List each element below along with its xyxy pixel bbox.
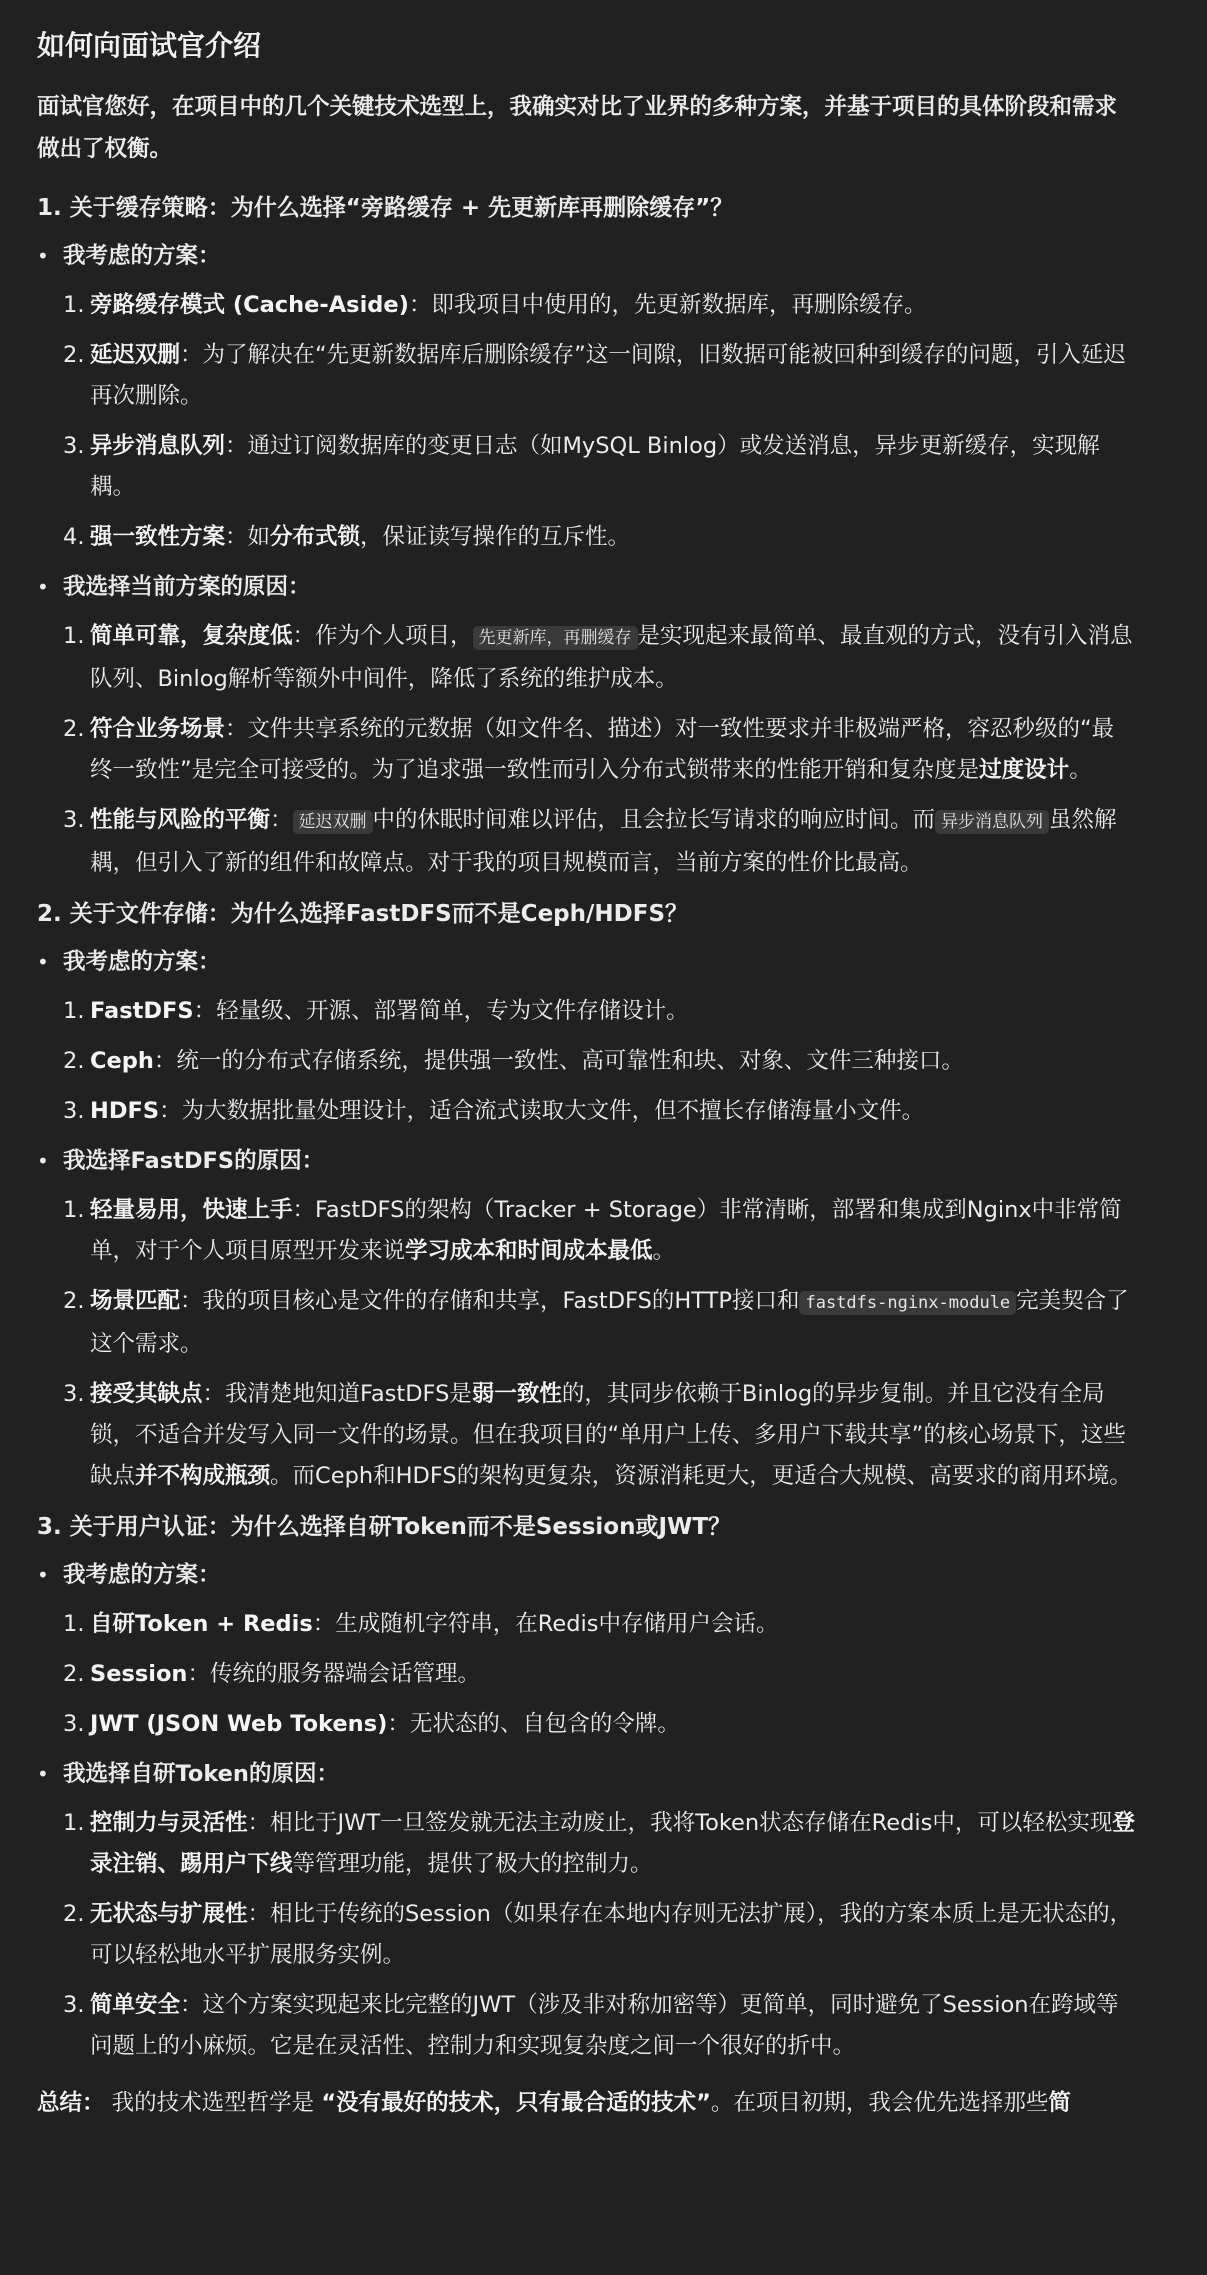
bullet-dot-icon: • xyxy=(37,244,49,268)
reasons-list xyxy=(63,1190,1135,1497)
item-term: 强一致性方案 xyxy=(90,524,226,550)
item-number: 2. xyxy=(63,1661,85,1687)
item-text: ：即我项目中使用的，先更新数据库，再删除缓存。 xyxy=(408,292,927,318)
page-title: 如何向面试官介绍 xyxy=(37,29,262,62)
bullet-dot-icon: • xyxy=(37,575,49,599)
item-text: ：为大数据批量处理设计，适合流式读取大文件，但不擅长存储海量小文件。 xyxy=(159,1098,925,1124)
item-term: 简单安全 xyxy=(90,1992,181,2018)
list-item xyxy=(63,1604,1135,1645)
item-term: 场景匹配 xyxy=(90,1288,181,1314)
bullet-list xyxy=(37,236,1135,884)
item-text: 等管理功能，提供了极大的控制力。 xyxy=(292,1851,653,1877)
item-term: Session xyxy=(90,1661,188,1687)
section-file-storage xyxy=(37,894,1135,1497)
bullet-dot-icon: • xyxy=(37,1762,49,1786)
item-text: ：统一的分布式存储系统，提供强一致性、高可靠性和块、对象、文件三种接口。 xyxy=(153,1048,964,1074)
item-text: 的，其同步依赖于Binlog的异步复制。并且它没有全局锁，不适合并发写入同一文件的场景。但在我项目的“单用户上传、多用户下载共享”的核心场景下，这些缺点 xyxy=(90,1381,1126,1489)
item-term: 异步消息队列 xyxy=(90,433,226,459)
reasons-block xyxy=(37,1754,1135,2067)
list-item xyxy=(63,517,1135,558)
item-term: 延迟双删 xyxy=(90,342,181,368)
item-text: ：如 xyxy=(225,524,271,550)
summary-text: 。在项目初期，我会优先选择那些 xyxy=(710,2090,1049,2116)
inline-code: 异步消息队列 xyxy=(935,810,1049,834)
item-text: ：轻量级、开源、部署简单，专为文件存储设计。 xyxy=(193,998,689,1024)
item-number: 3. xyxy=(63,807,85,833)
item-text: ：文件共享系统的元数据（如文件名、描述）对一致性要求并非极端严格，容忍秒级的“最终一致性”是完全可接受的。为了追求强一致性而引入分布式锁带来的性能开销和复杂度是 xyxy=(90,716,1115,783)
section-cache xyxy=(37,188,1135,884)
reasons-list xyxy=(63,616,1135,884)
item-text: ：相比于传统的Session（如果存在本地内存则无法扩展），我的方案本质上是无状态的，可以轻松地水平扩展服务实例。 xyxy=(90,1901,1133,1968)
item-term: 无状态与扩展性 xyxy=(90,1901,248,1927)
options-label: 我考虑的方案： xyxy=(63,1562,221,1588)
item-number: 3. xyxy=(63,433,85,459)
section-heading: 1. 关于缓存策略：为什么选择“旁路缓存 + 先更新库再删除缓存”？ xyxy=(37,195,734,221)
item-text: ：FastDFS的架构（Tracker + Storage）非常清晰，部署和集成到Nginx中非常简单，对于个人项目原型开发来说 xyxy=(90,1197,1122,1264)
list-item xyxy=(63,1654,1135,1695)
item-text: ：传统的服务器端会话管理。 xyxy=(187,1661,480,1687)
summary-emphasis: “没有最好的技术，只有最合适的技术” xyxy=(321,2090,711,2116)
item-emphasis: 弱一致性 xyxy=(471,1381,562,1407)
item-term: 旁路缓存模式 (Cache-Aside) xyxy=(90,292,409,318)
reasons-label: 我选择当前方案的原因： xyxy=(63,574,311,600)
item-term: 接受其缺点 xyxy=(90,1381,203,1407)
item-number: 2. xyxy=(63,342,85,368)
item-term: FastDFS xyxy=(90,998,194,1024)
item-number: 2. xyxy=(63,1048,85,1074)
item-term: 性能与风险的平衡 xyxy=(90,807,271,833)
summary-label: 总结： xyxy=(37,2090,105,2116)
item-term: 控制力与灵活性 xyxy=(90,1810,248,1836)
item-number: 3. xyxy=(63,1711,85,1737)
bullet-list xyxy=(37,942,1135,1497)
item-emphasis: 学习成本和时间成本最低 xyxy=(405,1238,653,1264)
item-text: ： xyxy=(270,807,293,833)
section-heading: 2. 关于文件存储：为什么选择FastDFS而不是Ceph/HDFS？ xyxy=(37,901,689,927)
item-number: 1. xyxy=(63,292,85,318)
item-emphasis: 并不构成瓶颈 xyxy=(135,1463,271,1489)
list-item xyxy=(63,335,1135,417)
item-text: 是实现起来最简单、最直观的方式，没有引入消息队列、Binlog解析等额外中间件，降低了系统的维护成本。 xyxy=(90,623,1133,692)
item-number: 1. xyxy=(63,623,85,649)
inline-code: 先更新库，再删缓存 xyxy=(473,626,638,650)
options-block xyxy=(37,1555,1135,1745)
bullet-dot-icon: • xyxy=(37,950,49,974)
list-item xyxy=(63,1985,1135,2067)
item-term: 简单可靠，复杂度低 xyxy=(90,623,293,649)
reasons-block xyxy=(37,1141,1135,1497)
list-item xyxy=(63,1281,1135,1365)
inline-code: fastdfs-nginx-module xyxy=(799,1291,1016,1315)
options-label: 我考虑的方案： xyxy=(63,243,221,269)
list-item xyxy=(63,426,1135,508)
list-item xyxy=(63,1704,1135,1745)
item-number: 1. xyxy=(63,998,85,1024)
bullet-dot-icon: • xyxy=(37,1563,49,1587)
options-block xyxy=(37,942,1135,1132)
list-item xyxy=(63,1041,1135,1082)
summary-paragraph xyxy=(37,2083,1135,2124)
item-number: 2. xyxy=(63,1901,85,1927)
intro-paragraph: 面试官您好，在项目中的几个关键技术选型上，我确实对比了业界的多种方案，并基于项目的具体阶段和需求做出了权衡。 xyxy=(37,94,1118,162)
item-text: ：生成随机字符串，在Redis中存储用户会话。 xyxy=(312,1611,779,1637)
reasons-list xyxy=(63,1803,1135,2067)
item-number: 3. xyxy=(63,1992,85,2018)
item-text: ：通过订阅数据库的变更日志（如MySQL Binlog）或发送消息，异步更新缓存，实现解耦。 xyxy=(90,433,1100,500)
item-number: 1. xyxy=(63,1810,85,1836)
item-text: ：无状态的、自包含的令牌。 xyxy=(387,1711,680,1737)
item-text: ，保证读写操作的互斥性。 xyxy=(360,524,631,550)
list-item xyxy=(63,285,1135,326)
item-number: 4. xyxy=(63,524,85,550)
list-item xyxy=(63,1894,1135,1976)
options-block xyxy=(37,236,1135,558)
item-number: 3. xyxy=(63,1098,85,1124)
list-item xyxy=(63,1091,1135,1132)
item-text: 中的休眠时间难以评估，且会拉长写请求的响应时间。而 xyxy=(372,807,936,833)
list-item xyxy=(63,991,1135,1032)
summary-emphasis: 简 xyxy=(1048,2090,1071,2116)
bullet-list xyxy=(37,1555,1135,2067)
list-item xyxy=(63,1803,1135,1885)
list-item xyxy=(63,1374,1135,1497)
list-item xyxy=(63,1190,1135,1272)
item-term: HDFS xyxy=(90,1098,160,1124)
list-item xyxy=(63,800,1135,884)
item-text: ：为了解决在“先更新数据库后删除缓存”这一间隙，旧数据可能被回种到缓存的问题，引入延迟再次删除。 xyxy=(90,342,1126,409)
reasons-block xyxy=(37,567,1135,884)
item-text: 。而Ceph和HDFS的架构更复杂，资源消耗更大，更适合大规模、高要求的商用环境。 xyxy=(270,1463,1132,1489)
item-emphasis: 过度设计 xyxy=(979,757,1070,783)
item-text: 。 xyxy=(1069,757,1092,783)
list-item xyxy=(63,709,1135,791)
list-item xyxy=(63,616,1135,700)
section-heading: 3. 关于用户认证：为什么选择自研Token而不是Session或JWT？ xyxy=(37,1514,732,1540)
section-auth xyxy=(37,1507,1135,2067)
item-number: 2. xyxy=(63,716,85,742)
reasons-label: 我选择自研Token的原因： xyxy=(63,1761,339,1787)
item-text: ：这个方案实现起来比完整的JWT（涉及非对称加密等）更简单，同时避免了Session在跨域等问题上的小麻烦。它是在灵活性、控制力和实现复杂度之间一个很好的折中。 xyxy=(90,1992,1119,2059)
options-list xyxy=(63,1604,1135,1745)
item-emphasis: 登录注销、踢用户下线 xyxy=(90,1810,1135,1877)
item-term: JWT (JSON Web Tokens) xyxy=(90,1711,388,1737)
item-number: 3. xyxy=(63,1381,85,1407)
item-term: 自研Token + Redis xyxy=(90,1611,313,1637)
item-emphasis: 分布式锁 xyxy=(270,524,361,550)
bullet-dot-icon: • xyxy=(37,1149,49,1173)
item-term: Ceph xyxy=(90,1048,154,1074)
item-number: 1. xyxy=(63,1611,85,1637)
item-text: ：作为个人项目， xyxy=(292,623,473,649)
item-number: 2. xyxy=(63,1288,85,1314)
options-list xyxy=(63,991,1135,1132)
item-text: ：相比于JWT一旦签发就无法主动废止，我将Token状态存储在Redis中，可以轻松实现 xyxy=(247,1810,1113,1836)
item-text: ：我的项目核心是文件的存储和共享，FastDFS的HTTP接口和 xyxy=(180,1288,800,1314)
item-text: 完美契合了这个需求。 xyxy=(90,1288,1129,1357)
item-text: 。 xyxy=(652,1238,676,1264)
item-number: 1. xyxy=(63,1197,85,1223)
item-text: 虽然解耦，但引入了新的组件和故障点。对于我的项目规模而言，当前方案的性价比最高。 xyxy=(90,807,1117,876)
item-term: 符合业务场景 xyxy=(90,716,226,742)
item-text: ：我清楚地知道FastDFS是 xyxy=(202,1381,472,1407)
reasons-label: 我选择FastDFS的原因： xyxy=(63,1148,325,1174)
inline-code: 延迟双删 xyxy=(293,810,373,834)
item-term: 轻量易用，快速上手 xyxy=(90,1197,293,1223)
options-label: 我考虑的方案： xyxy=(63,949,221,975)
options-list xyxy=(63,285,1135,558)
summary-text: 我的技术选型哲学是 xyxy=(104,2090,322,2116)
